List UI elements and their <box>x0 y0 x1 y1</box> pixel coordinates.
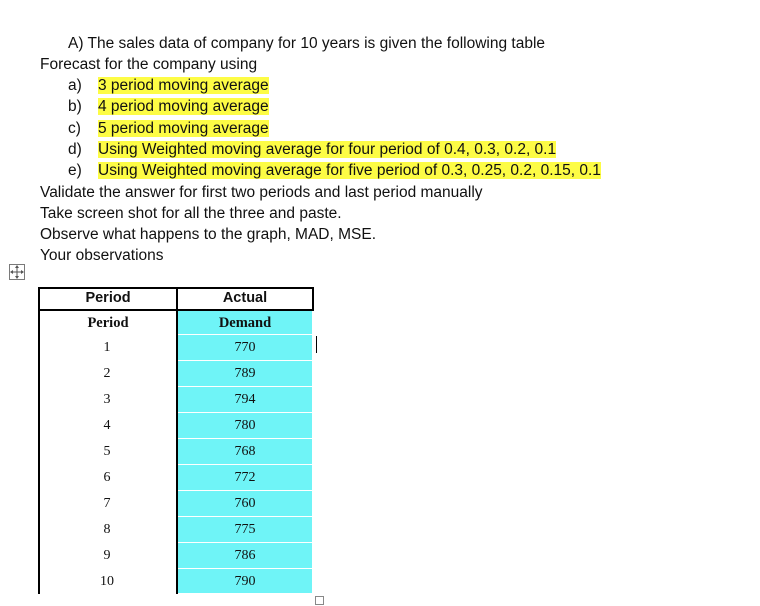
header-actual: Actual <box>222 290 268 306</box>
option-e-text: Using Weighted moving average for five period of 0.3, 0.25, 0.2, 0.15, 0.1 <box>98 162 601 179</box>
option-c <box>68 119 269 139</box>
observations-label: Your observations <box>40 247 164 264</box>
period-cell: 9 <box>103 548 111 563</box>
option-d <box>68 140 556 160</box>
period-cell: 2 <box>103 366 111 381</box>
option-b-text: 4 period moving average <box>98 98 269 115</box>
demand-cell: 789 <box>178 361 312 387</box>
subheader-period: Period <box>87 315 129 331</box>
option-e-label: e) <box>68 162 82 179</box>
demand-cell: 775 <box>178 517 312 543</box>
demand-cell: 786 <box>178 543 312 569</box>
demand-cell: 780 <box>178 413 312 439</box>
period-cell: 6 <box>103 470 111 485</box>
screenshot-instruction: Take screen shot for all the three and paste. <box>40 205 342 222</box>
validate-instruction: Validate the answer for first two periods and last period manually <box>40 184 483 201</box>
period-cell: 3 <box>103 392 111 407</box>
option-e <box>68 161 601 181</box>
period-cell: 10 <box>100 574 114 589</box>
period-cell: 5 <box>103 444 111 459</box>
period-cell: 1 <box>103 340 111 355</box>
intro-line-2: Forecast for the company using <box>40 56 258 73</box>
sales-table <box>38 287 314 594</box>
intro-line-1: A) The sales data of company for 10 years is given the following table <box>68 35 546 52</box>
option-b <box>68 97 269 117</box>
option-d-label: d) <box>68 141 82 158</box>
demand-cell: 770 <box>178 335 312 361</box>
demand-cell: 790 <box>178 569 312 594</box>
option-b-label: b) <box>68 98 82 115</box>
option-d-text: Using Weighted moving average for four period of 0.4, 0.3, 0.2, 0.1 <box>98 141 557 158</box>
option-a-label: a) <box>68 77 82 94</box>
period-cell: 8 <box>103 522 111 537</box>
period-cell: 4 <box>103 418 111 433</box>
text-cursor <box>316 336 317 353</box>
demand-cell: 772 <box>178 465 312 491</box>
option-a-text: 3 period moving average <box>98 77 269 94</box>
demand-cell: 768 <box>178 439 312 465</box>
period-cell: 7 <box>103 496 111 511</box>
move-arrows-icon[interactable] <box>9 264 25 280</box>
demand-cell: 760 <box>178 491 312 517</box>
option-c-text: 5 period moving average <box>98 120 269 137</box>
header-period: Period <box>85 290 131 306</box>
observe-instruction: Observe what happens to the graph, MAD, MSE. <box>40 226 377 243</box>
subheader-demand: Demand <box>178 311 312 335</box>
option-c-label: c) <box>68 120 81 137</box>
resize-handle-icon[interactable] <box>315 596 324 605</box>
option-a <box>68 76 269 96</box>
demand-cell: 794 <box>178 387 312 413</box>
